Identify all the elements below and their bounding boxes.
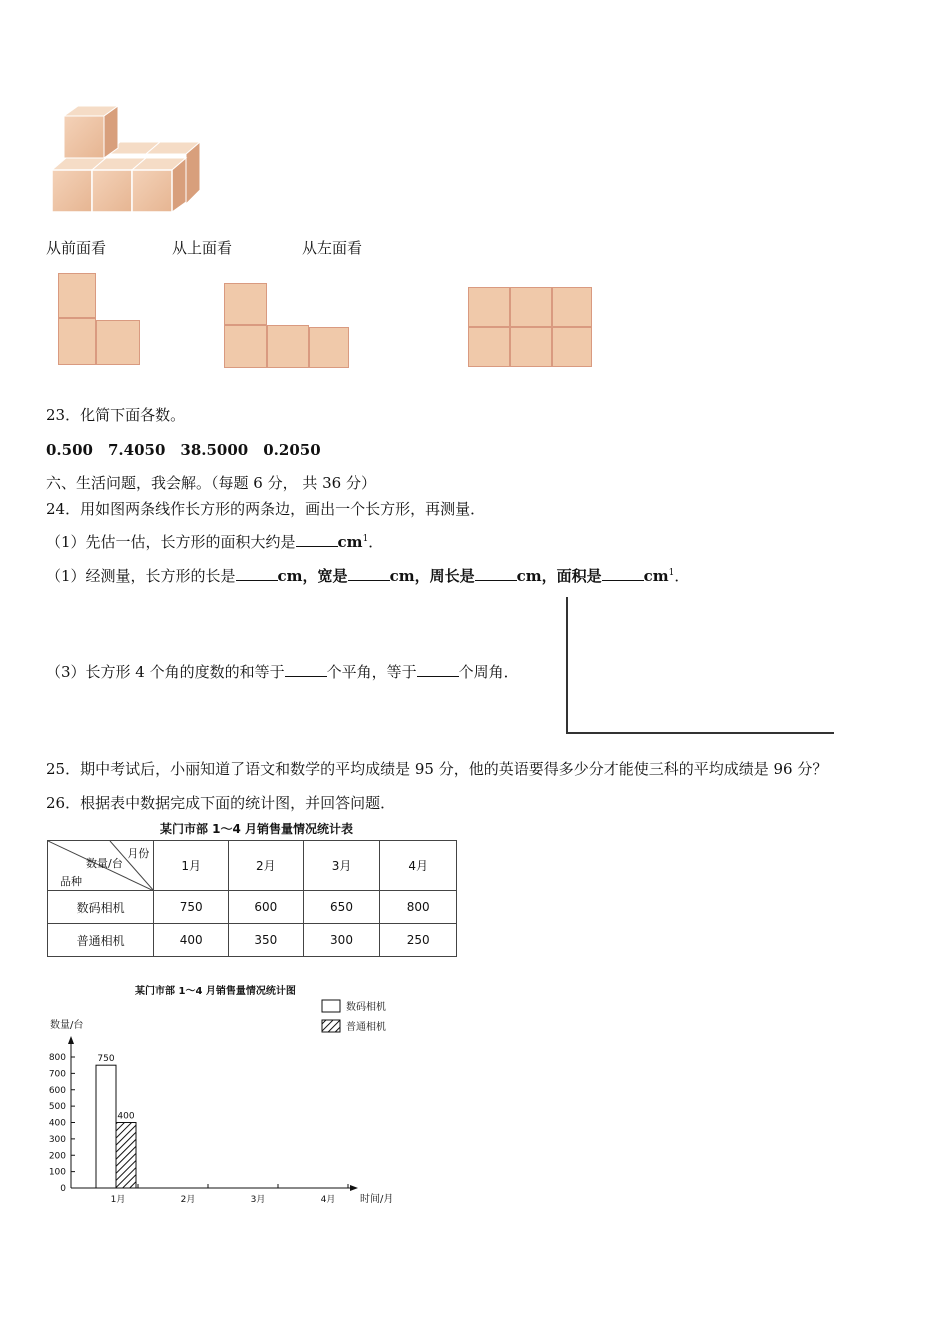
y-tick-label: 400: [48, 1118, 66, 1129]
cube-stack-figure: [50, 104, 206, 216]
table-header-cell: 1月: [154, 841, 229, 891]
answer-blank[interactable]: [417, 662, 459, 677]
answer-blank[interactable]: [236, 566, 278, 581]
x-tick-label: 1月: [110, 1195, 126, 1205]
view-label-front: 从前面看: [46, 239, 107, 257]
table-header-cell: 2月: [229, 841, 304, 891]
q24-part1: （1）先估一估，长方形的面积大约是 $cm^1$．: [46, 533, 384, 551]
chart-x-label: 时间/月: [360, 1194, 394, 1205]
table-cell: 650: [303, 891, 380, 924]
answer-blank[interactable]: [602, 566, 644, 581]
chart-title: 某门市部 1～4 月销售量情况统计图: [135, 986, 296, 997]
answer-blank[interactable]: [285, 662, 327, 677]
bar-value-label: 750: [97, 1054, 115, 1065]
table-cell: 800: [380, 891, 457, 924]
y-axis-arrow: [68, 1036, 74, 1044]
view-label-top: 从上面看: [172, 239, 233, 257]
y-tick-label: 700: [48, 1069, 66, 1080]
table-header-cell: 3月: [303, 841, 380, 891]
y-tick-label: 300: [48, 1134, 66, 1145]
y-tick-label: 100: [48, 1167, 66, 1178]
y-tick-label: 500: [48, 1102, 66, 1113]
table-cell: 600: [229, 891, 304, 924]
stats-table: [47, 840, 457, 957]
legend-swatch-regular: [322, 1020, 340, 1032]
table-cell: 250: [380, 924, 457, 957]
q23-prompt: 23．化简下面各数。: [46, 406, 186, 424]
view-label-left: 从左面看: [302, 239, 363, 257]
legend-label-digital: 数码相机: [346, 1002, 386, 1013]
section-heading: 六、生活问题，我会解。（每题 6 分， 共 36 分）: [46, 474, 376, 492]
table-cell: 普通相机: [48, 924, 154, 957]
table-row: [48, 924, 457, 957]
table-corner-cell: [48, 841, 154, 891]
bar-chart: [40, 980, 420, 1210]
table-cell: 350: [229, 924, 304, 957]
table-cell: 750: [154, 891, 229, 924]
y-tick-label: 600: [48, 1085, 66, 1096]
y-tick-label: 200: [48, 1151, 66, 1162]
table-cell: 数码相机: [48, 891, 154, 924]
bar-digital: [96, 1065, 116, 1188]
corner-label-qty: 数量/台: [86, 857, 123, 870]
table-cell: 400: [154, 924, 229, 957]
x-tick-label: 3月: [250, 1195, 266, 1205]
right-angle-figure: [566, 597, 836, 735]
answer-blank[interactable]: [475, 566, 517, 581]
table-row: [48, 891, 457, 924]
q23-numbers: 0.500 7.4050 38.5000 0.2050: [46, 441, 321, 459]
y-tick-label: 0: [60, 1184, 66, 1194]
corner-label-month: 月份: [127, 847, 150, 860]
y-tick-label: 800: [48, 1053, 66, 1063]
q25-text: 25．期中考试后，小丽知道了语文和数学的平均成绩是 95 分，他的英语要得多少分才能使三科的平均成绩是 96 分？: [46, 760, 828, 778]
bar-value-label: 400: [117, 1111, 135, 1122]
legend-swatch-digital: [322, 1000, 340, 1012]
answer-blank[interactable]: [348, 566, 390, 581]
x-tick-label: 4月: [320, 1195, 336, 1205]
corner-label-kind: 品种: [60, 875, 82, 888]
table-cell: 300: [303, 924, 380, 957]
legend-label-regular: 普通相机: [346, 1022, 386, 1033]
bar-regular: [116, 1123, 136, 1189]
q24-prompt: 24．用如图两条线作长方形的两条边，画出一个长方形，再测量．: [46, 500, 486, 518]
q24-part2: （1）经测量，长方形的长是 cm，宽是 cm，周长是 cm，面积是 $cm^1$．: [46, 567, 690, 585]
chart-y-label: 数量/台: [50, 1020, 84, 1031]
table-title: 某门市部 1～4 月销售量情况统计表: [160, 822, 354, 836]
q24-part3: （3）长方形 4 个角的度数的和等于 个平角，等于 个周角．: [46, 663, 519, 681]
x-axis-arrow: [350, 1185, 358, 1191]
x-tick-label: 2月: [180, 1195, 196, 1205]
answer-blank[interactable]: [296, 532, 338, 547]
table-header-cell: 4月: [380, 841, 457, 891]
q26-prompt: 26．根据表中数据完成下面的统计图，并回答问题．: [46, 794, 396, 812]
